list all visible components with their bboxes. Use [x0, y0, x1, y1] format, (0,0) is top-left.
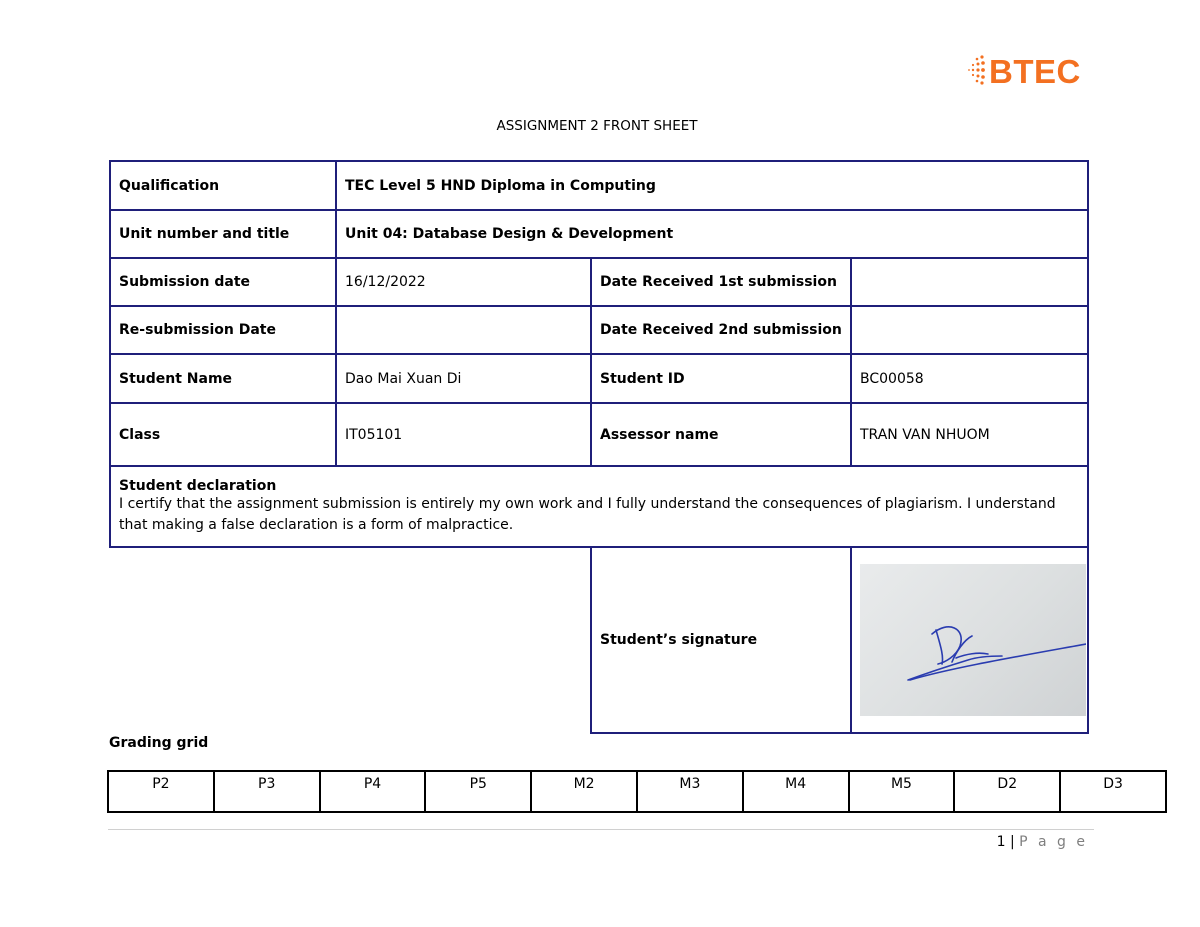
btec-logo [966, 50, 1094, 92]
submission-date-value: 16/12/2022 [336, 258, 591, 306]
grading-grid-label: Grading grid [109, 735, 209, 751]
declaration-text: I certify that the assignment submission is entirely my own work and I fully understand the consequences of plagiarism. I understand that making a false declaration is a form of malpractice. [119, 495, 1056, 533]
student-name-label: Student Name [110, 354, 336, 403]
page-title: ASSIGNMENT 2 FRONT SHEET [496, 118, 698, 134]
submission-date-label: Submission date [110, 258, 336, 306]
btec-logo-text: BTEC [989, 52, 1081, 90]
student-id-label: Student ID [591, 354, 851, 403]
signature-scribble-icon [860, 564, 1086, 716]
date-received-2-value [851, 306, 1088, 354]
date-received-2-label: Date Received 2nd submission [591, 306, 851, 354]
page-number-footer [997, 834, 1088, 850]
signature-label: Student’s signature [591, 547, 851, 733]
resubmission-date-value [336, 306, 591, 354]
grade-criterion-m2: M2 [531, 771, 637, 812]
grade-criterion-m3: M3 [637, 771, 743, 812]
student-id-value: BC00058 [851, 354, 1088, 403]
declaration-title: Student declaration [119, 477, 277, 494]
date-received-1-value [851, 258, 1088, 306]
student-declaration [110, 466, 1088, 547]
date-received-1-label: Date Received 1st submission [591, 258, 851, 306]
grade-criterion-p2: P2 [108, 771, 214, 812]
grade-criterion-d2: D2 [954, 771, 1060, 812]
resubmission-date-label: Re-submission Date [110, 306, 336, 354]
signature-image [860, 564, 1086, 716]
qualification-value: TEC Level 5 HND Diploma in Computing [336, 161, 1088, 210]
grade-criterion-m5: M5 [849, 771, 955, 812]
unit-value: Unit 04: Database Design & Development [336, 210, 1088, 258]
grade-criterion-p3: P3 [214, 771, 320, 812]
signature-cell [851, 547, 1088, 733]
page-separator: | [1009, 834, 1015, 850]
btec-logo-dots-icon [966, 53, 986, 89]
assessor-label: Assessor name [591, 403, 851, 466]
grade-criterion-p5: P5 [425, 771, 531, 812]
class-label: Class [110, 403, 336, 466]
signature-spacer [110, 547, 591, 733]
student-name-value: Dao Mai Xuan Di [336, 354, 591, 403]
front-sheet-table [109, 160, 1089, 734]
qualification-label: Qualification [110, 161, 336, 210]
class-value: IT05101 [336, 403, 591, 466]
page-word: P a g e [1019, 834, 1088, 850]
assessor-value: TRAN VAN NHUOM [851, 403, 1088, 466]
grade-criterion-m4: M4 [743, 771, 849, 812]
page-number: 1 [996, 834, 1006, 850]
grading-grid [107, 770, 1167, 813]
grade-criterion-p4: P4 [320, 771, 426, 812]
grade-criterion-d3: D3 [1060, 771, 1166, 812]
footer-divider [108, 829, 1094, 830]
unit-label: Unit number and title [110, 210, 336, 258]
